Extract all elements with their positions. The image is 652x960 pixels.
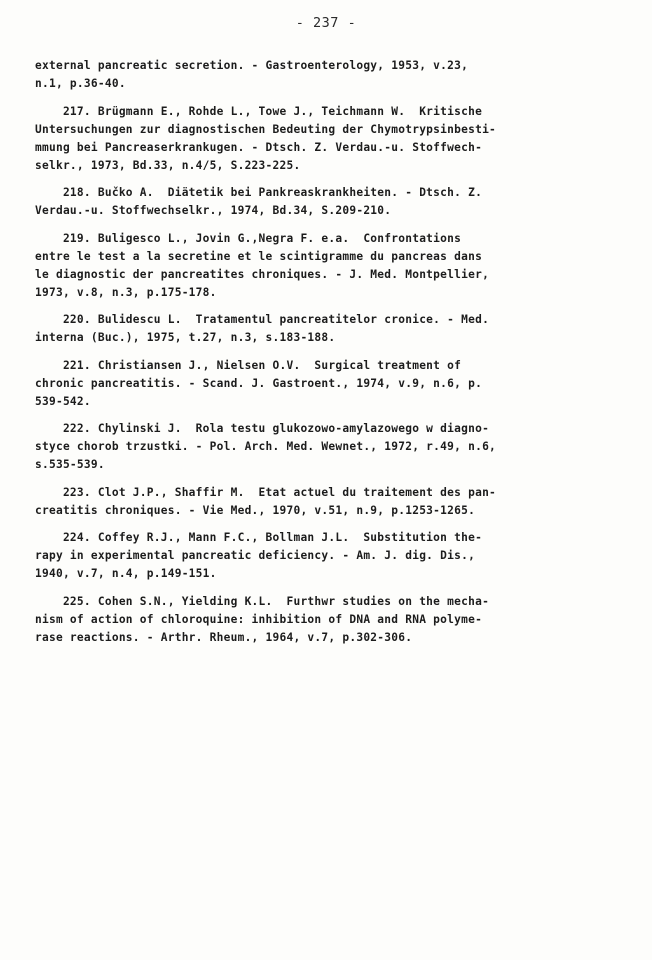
reference-entry: [35, 230, 630, 302]
reference-line: 219. Buligesco L., Jovin G.,Negra F. e.a. Confrontations: [35, 231, 462, 245]
reference-entry: [35, 529, 630, 583]
reference-line: creatitis chroniques. - Vie Med., 1970, v.51, n.9, p.1253-1265.: [35, 503, 476, 517]
reference-line: 218. Bučko A. Diätetik bei Pankreaskrankheiten. - Dtsch. Z.: [35, 186, 483, 199]
reference-line: chronic pancreatitis. - Scand. J. Gastroent., 1974, v.9, n.6, p.: [35, 376, 483, 390]
reference-list: [35, 57, 630, 647]
reference-line: nism of action of chloroquine: inhibition of DNA and RNA polyme-: [35, 612, 483, 626]
reference-line: Untersuchungen zur diagnostischen Bedeuting der Chymotrypsinbesti-: [35, 122, 497, 136]
reference-line: 225. Cohen S.N., Yielding K.L. Furthwr studies on the mecha-: [35, 594, 490, 608]
reference-entry: [35, 311, 630, 347]
reference-line: entre le test a la secretine et le scintigramme du pancreas dans: [35, 249, 483, 263]
reference-entry: [35, 484, 630, 520]
reference-line: rapy in experimental pancreatic deficiency. - Am. J. dig. Dis.,: [35, 549, 476, 562]
reference-line: selkr., 1973, Bd.33, n.4/5, S.223-225.: [35, 158, 301, 172]
reference-line: 223. Clot J.P., Shaffir M. Etat actuel du traitement des pan-: [35, 485, 497, 499]
reference-line: 1940, v.7, n.4, p.149-151.: [35, 567, 217, 580]
reference-entry: [35, 184, 630, 220]
reference-line: 220. Bulidescu L. Tratamentul pancreatitelor cronice. - Med.: [35, 313, 490, 326]
reference-line: n.1, p.36-40.: [35, 77, 126, 90]
reference-line: external pancreatic secretion. - Gastroenterology, 1953, v.23,: [35, 59, 469, 72]
reference-line: 1973, v.8, n.3, p.175-178.: [35, 285, 217, 299]
reference-line: styce chorob trzustki. - Pol. Arch. Med. Wewnet., 1972, r.49, n.6,: [35, 440, 497, 453]
reference-line: Verdau.-u. Stoffwechselkr., 1974, Bd.34, S.209-210.: [35, 204, 392, 217]
page-number: - 237 -: [295, 15, 357, 31]
reference-line: 217. Brügmann E., Rohde L., Towe J., Teichmann W. Kritische: [35, 104, 483, 118]
reference-line: le diagnostic der pancreatites chroniques. - J. Med. Montpellier,: [35, 267, 490, 281]
reference-entry: [35, 103, 630, 175]
reference-entry-continued: [35, 57, 630, 93]
reference-entry: [35, 357, 630, 411]
reference-line: 222. Chylinski J. Rola testu glukozowo-amylazowego w diagno-: [35, 422, 490, 435]
reference-line: 221. Christiansen J., Nielsen O.V. Surgical treatment of: [35, 358, 462, 372]
reference-line: interna (Buc.), 1975, t.27, n.3, s.183-188.: [35, 331, 336, 344]
reference-line: 539-542.: [35, 394, 91, 408]
reference-line: mmung bei Pancreaserkrankugen. - Dtsch. Z. Verdau.-u. Stoffwech-: [35, 140, 483, 154]
reference-line: 224. Coffey R.J., Mann F.C., Bollman J.L. Substitution the-: [35, 531, 483, 544]
reference-entry: [35, 420, 630, 474]
reference-entry: [35, 593, 630, 647]
reference-line: s.535-539.: [35, 458, 105, 471]
reference-line: rase reactions. - Arthr. Rheum., 1964, v.7, p.302-306.: [35, 630, 413, 644]
